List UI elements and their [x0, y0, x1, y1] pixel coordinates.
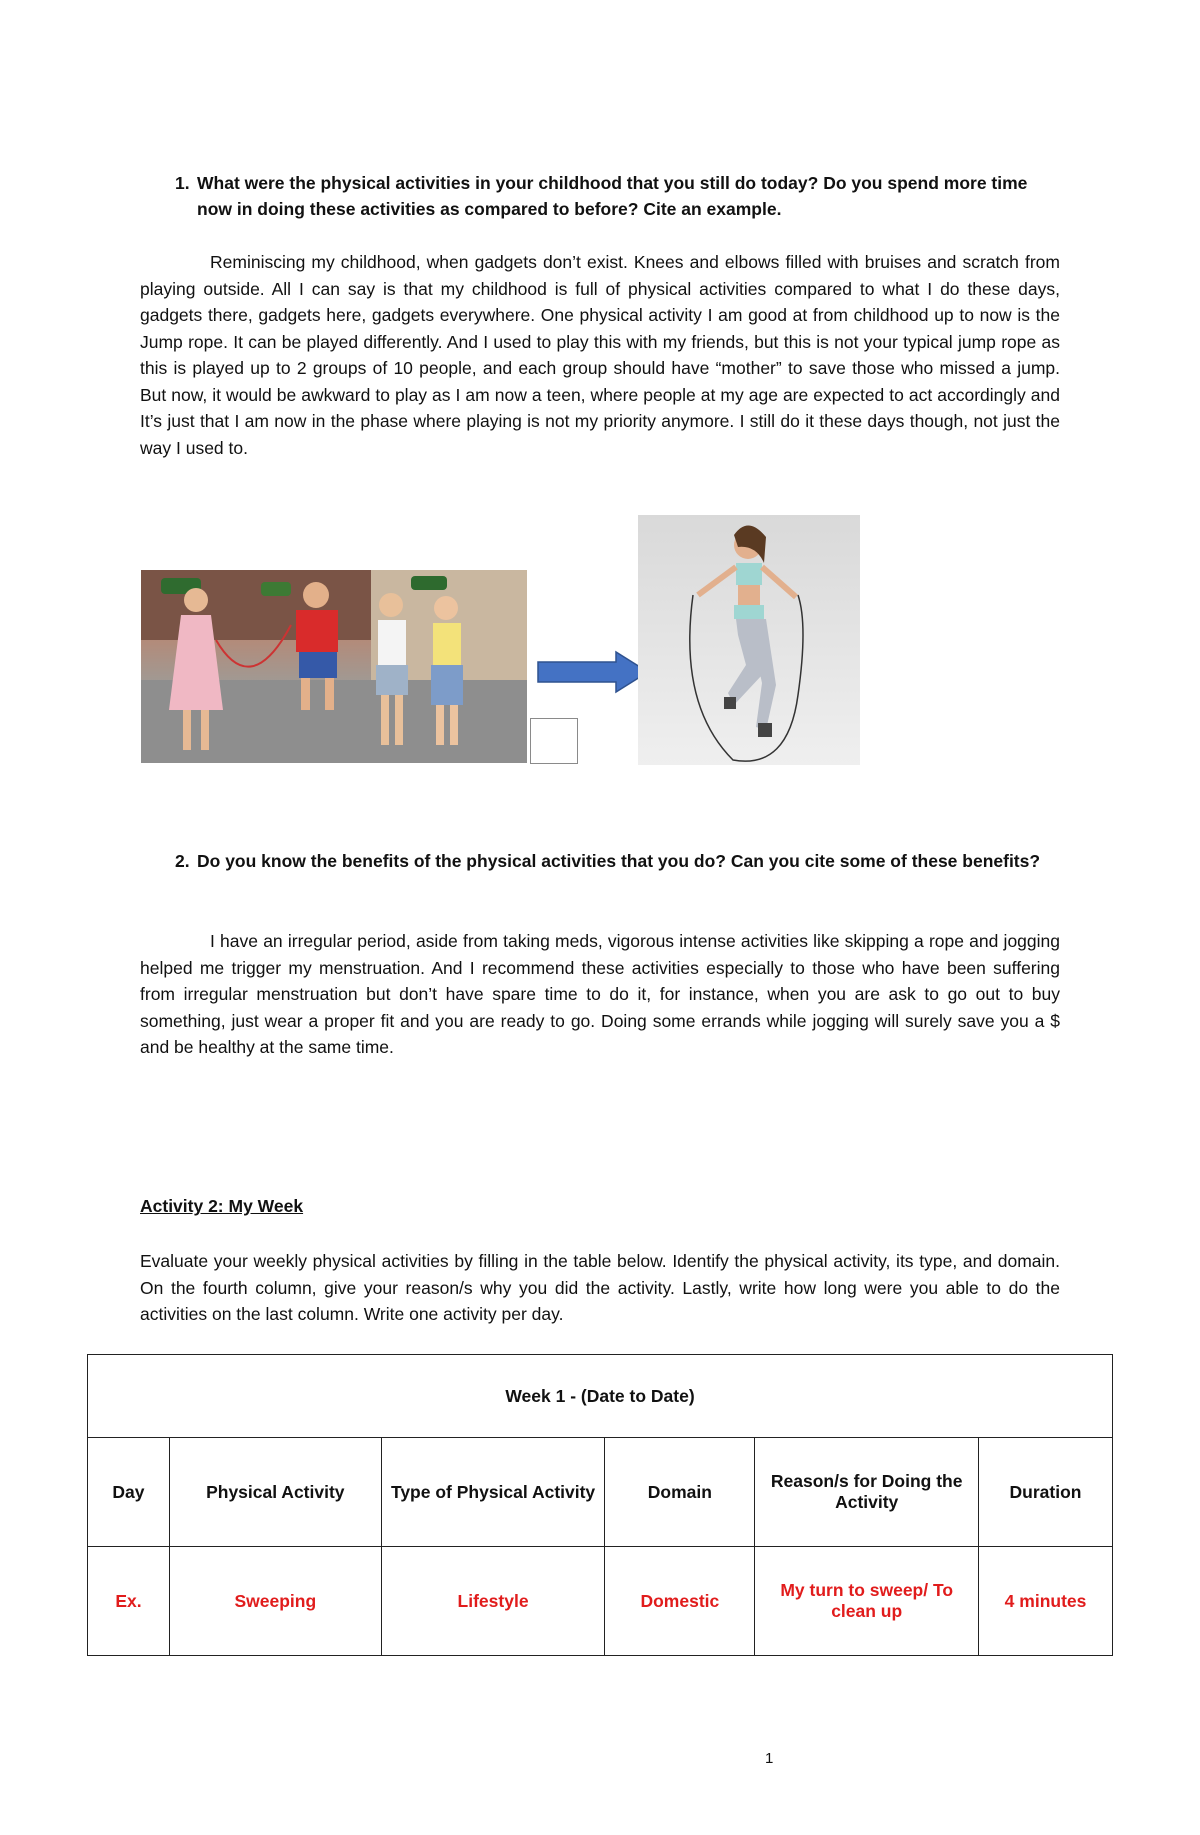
woman-illustration [638, 515, 860, 765]
kids-illustration [141, 570, 527, 763]
question-2-number: 2. [175, 851, 190, 871]
cell-domain: Domestic [605, 1547, 755, 1656]
kids-jump-rope-photo [141, 570, 527, 763]
activity-instructions: Evaluate your weekly physical activities by filling in the table below. Identify the physical activity, its type, and domain. On the fourth column, give your reason/s why you did the activity. Lastly, write how long were you able to do the activities on the last column. Write one activity per day. [140, 1251, 1060, 1324]
question-2-text: Do you know the benefits of the physical activities that you do? Can you cite some of these benefits? [197, 851, 1041, 871]
page-number: 1 [765, 1750, 774, 1767]
table-row [88, 1547, 1113, 1656]
answer-1: Reminiscing my childhood, when gadgets don’t exist. Knees and elbows filled with bruises and scratch from playing outside. All I can say is that my childhood is full of physical activities compared to what I do these days, gadgets there, gadgets here, gadgets everywhere. One physical activity I am good at from childhood up to now is the Jump rope. It can be played differently. And I used to play this with my friends, but this is not your typical jump rope as this is played up to 2 groups of 10 people, and each group should have “mother” to save those who missed a jump. But now, it would be awkward to play as I am now a teen, where people at my age are expected to act accordingly and It’s just that I am now in the phase where playing is not my priority anymore. I still do it these days though, not just the way I used to. [140, 252, 1060, 458]
table-title-row [88, 1355, 1113, 1438]
question-1 [175, 170, 1060, 222]
cell-type: Lifestyle [381, 1547, 605, 1656]
woman-skipping-rope-photo [638, 515, 860, 765]
header-type: Type of Physical Activity [381, 1438, 605, 1547]
cell-duration: 4 minutes [979, 1547, 1113, 1656]
right-arrow-icon [536, 650, 650, 694]
question-1-text: What were the physical activities in your childhood that you still do today? Do you spend more time now in doing these activities as compared to before? Cite an example. [197, 173, 1028, 219]
header-physical-activity: Physical Activity [169, 1438, 381, 1547]
cell-reason: My turn to sweep/ To clean up [755, 1547, 979, 1656]
weekly-activity-table [87, 1354, 1113, 1656]
header-day: Day [88, 1438, 170, 1547]
question-1-number: 1. [175, 173, 190, 193]
question-2 [175, 848, 1060, 874]
table-title: Week 1 - (Date to Date) [88, 1355, 1113, 1438]
header-duration: Duration [979, 1438, 1113, 1547]
activity-title: Activity 2: My Week [140, 1196, 304, 1216]
table-header-row [88, 1438, 1113, 1547]
cell-day: Ex. [88, 1547, 170, 1656]
empty-box [530, 718, 578, 764]
header-domain: Domain [605, 1438, 755, 1547]
header-reason: Reason/s for Doing the Activity [755, 1438, 979, 1547]
cell-physical-activity: Sweeping [169, 1547, 381, 1656]
answer-2: I have an irregular period, aside from taking meds, vigorous intense activities like skipping a rope and jogging helped me trigger my menstruation. And I recommend these activities especially to those who have been suffering from irregular menstruation but don’t have spare time to do it, for instance, when you are ask to go out to buy something, just wear a proper fit and you are ready to go. Doing some errands while jogging will surely save you a $ and be healthy at the same time. [140, 931, 1060, 1057]
